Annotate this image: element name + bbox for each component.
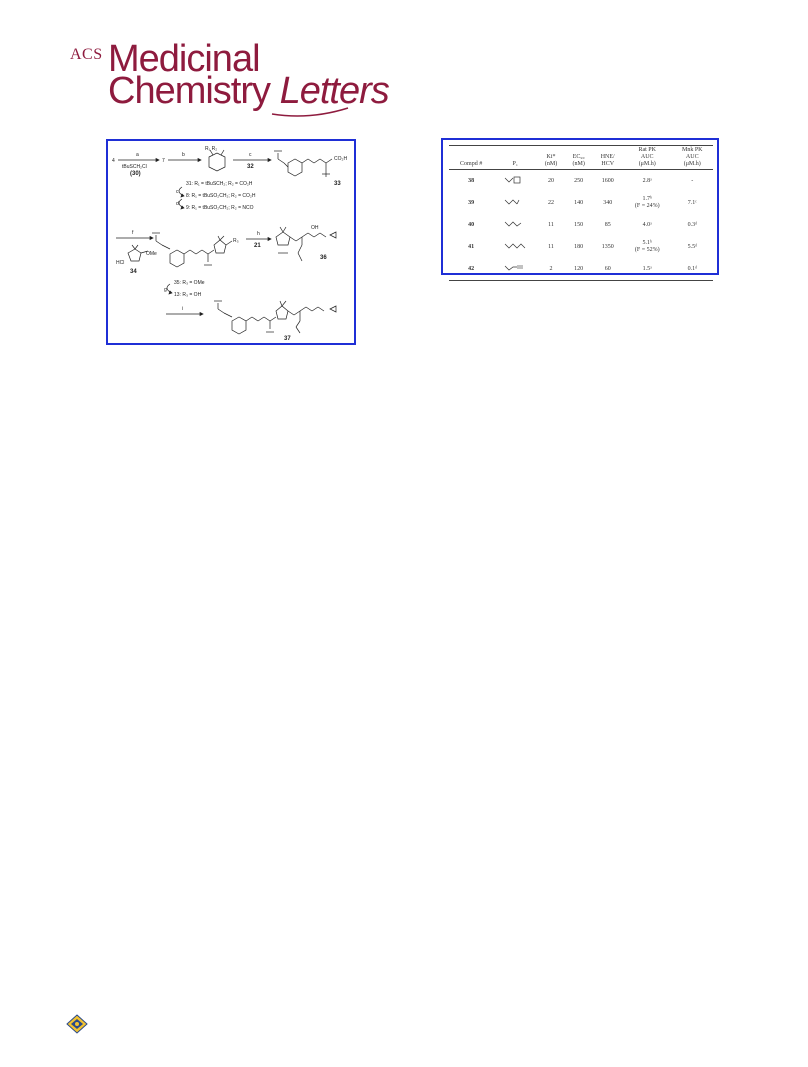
- header-p1: P₁: [493, 146, 537, 170]
- header-rat-line3: (μM.h): [638, 161, 656, 167]
- scheme-step-a: a: [136, 152, 139, 158]
- cell-ec90: 120: [565, 258, 593, 281]
- header-ec90-line1: EC₉₀: [572, 154, 585, 160]
- scheme-line-35: 35: R₃ = OMe: [174, 280, 205, 286]
- scheme-cpd-33: 33: [334, 181, 341, 187]
- header-mnk-line3: (μM.h): [683, 161, 701, 167]
- header-hne-line1: HNE/: [600, 154, 615, 160]
- header-hne-line2: HCV: [601, 161, 615, 167]
- cell-ki: 20: [548, 177, 555, 184]
- pk-table: [449, 145, 713, 281]
- cell-rat-auc: 2.8ᵃ: [642, 177, 652, 184]
- scheme-co2h: CO₂H: [334, 156, 348, 162]
- scheme-cpd-7: 7: [162, 158, 165, 164]
- scheme-cpd-34: 34: [130, 269, 137, 275]
- pk-table-header-row: [449, 146, 713, 170]
- header-rat-line1: Rat PK: [638, 147, 656, 153]
- cell-hne: 1600: [601, 177, 614, 184]
- cell-hne: 60: [593, 258, 623, 281]
- cell-mnk-pk: 5.5ᵈ: [687, 243, 697, 250]
- logo-letters: Letters: [279, 70, 389, 112]
- cell-ki: 2: [537, 258, 565, 281]
- scheme-oh: OH: [311, 225, 319, 231]
- logo-swoosh-icon: [270, 106, 350, 118]
- cell-mnk-pk: -: [691, 177, 694, 184]
- table-row: [449, 192, 713, 214]
- header-hne: [593, 146, 623, 170]
- logo-acs: ACS: [70, 46, 103, 63]
- cell-hne: 340: [603, 199, 613, 206]
- p1-structure-icon: [493, 236, 537, 258]
- header-ec90-line2: (nM): [572, 161, 585, 167]
- header-compd: Compd #: [449, 146, 493, 170]
- scheme-ome: OMe: [146, 251, 157, 257]
- scheme-step-h: h: [257, 231, 260, 237]
- cell-compd: 39: [468, 199, 475, 206]
- cell-ec90: 250: [574, 177, 584, 184]
- cell-rat-f: (F = 52%): [634, 247, 660, 253]
- cell-mnk-pk: 7.1ᶜ: [687, 199, 697, 206]
- p1-structure-icon: [493, 170, 537, 193]
- header-rat-line2: AUC: [640, 154, 654, 160]
- header-ki-line2: (nM): [544, 161, 558, 167]
- cell-rat-f: (F = 24%): [634, 203, 660, 209]
- cell-mnk-pk: 0.3ᵈ: [687, 221, 697, 228]
- cell-ec90: 150: [574, 221, 584, 228]
- cell-mnk-pk: 0.1ᵈ: [672, 258, 714, 281]
- header-ec90: [565, 146, 593, 170]
- scheme-reagent-30: tBuSCH₂Cl: [122, 164, 147, 170]
- cell-ec90: 140: [574, 199, 584, 206]
- logo-chemistry: Chemistry: [108, 70, 280, 112]
- scheme-line-9: 9: R₁ = tBuSO₂CH₂; R₂ = NCO: [186, 205, 254, 211]
- cell-rat-auc: 1.5ᵃ: [642, 265, 652, 272]
- reaction-scheme-drawing: [108, 141, 354, 343]
- scheme-start-label: 4: [112, 158, 115, 164]
- scheme-step-d: d: [176, 201, 179, 207]
- header-ki: [537, 146, 565, 170]
- scheme-reagent-32: 32: [247, 164, 254, 170]
- cell-ec90: 180: [574, 243, 584, 250]
- table-row: [449, 214, 713, 236]
- cell-hne: 85: [604, 221, 611, 228]
- cell-compd: 41: [468, 243, 475, 250]
- cell-rat-pk: [623, 258, 672, 281]
- scheme-step-i: i: [182, 306, 184, 312]
- scheme-ring-substituents: R₁ R₂: [205, 146, 218, 152]
- cell-compd: 40: [468, 221, 475, 228]
- header-mnk-pk: [672, 146, 714, 170]
- cell-rat-pk: [623, 170, 672, 193]
- acs-emblem-icon: [66, 1014, 88, 1034]
- p1-structure-icon: [493, 258, 537, 281]
- cell-rat-pk: [623, 236, 672, 258]
- scheme-reagent-21: 21: [254, 243, 261, 249]
- header-mnk-line1: Mnk PK: [681, 147, 703, 153]
- scheme-line-8: 8: R₁ = tBuSO₂CH₂; R₂ = CO₂H: [186, 193, 256, 199]
- header-ki-line1: Ki*: [546, 154, 556, 160]
- p1-structure-icon: [493, 192, 537, 214]
- cell-rat-auc: 4.0ᵃ: [642, 221, 652, 228]
- scheme-line-31: 31: R₁ = tBuSCH₂; R₂ = CO₂H: [186, 181, 253, 187]
- scheme-step-c: c: [176, 189, 179, 195]
- cell-hne: 1350: [601, 243, 614, 250]
- logo-medicinal: Medicinal: [108, 38, 260, 80]
- cell-ki: 11: [548, 221, 554, 228]
- cell-rat-auc: 1.7ᵇ: [642, 196, 652, 202]
- pk-table-figure: [441, 138, 719, 275]
- cell-ki: 22: [548, 199, 555, 206]
- scheme-r3: R₃: [233, 238, 239, 244]
- cell-compd: 42: [449, 258, 493, 281]
- scheme-line-13: 13: R₃ = OH: [174, 292, 202, 298]
- cell-ki: 11: [548, 243, 554, 250]
- p1-structure-icon: [493, 214, 537, 236]
- table-row: [449, 170, 713, 193]
- scheme-hcl: HCl: [116, 260, 125, 266]
- table-row: [449, 258, 713, 281]
- table-row: [449, 236, 713, 258]
- scheme-cpd-37: 37: [284, 336, 291, 342]
- cell-rat-pk: [623, 192, 672, 214]
- cell-compd: 38: [468, 177, 475, 184]
- scheme-step-f: f: [132, 230, 134, 236]
- header-rat-pk: [623, 146, 672, 170]
- cell-rat-pk: [623, 214, 672, 236]
- scheme-cpd-36: 36: [320, 255, 327, 261]
- reaction-scheme-figure: [106, 139, 356, 345]
- scheme-step-g: g: [164, 287, 167, 293]
- scheme-reagent-30-number: (30): [130, 171, 141, 177]
- header-mnk-line2: AUC: [685, 154, 699, 160]
- cell-rat-auc: 5.1ᵇ: [642, 240, 652, 246]
- scheme-step-b: b: [182, 152, 185, 158]
- scheme-step-c-top: c: [249, 152, 252, 158]
